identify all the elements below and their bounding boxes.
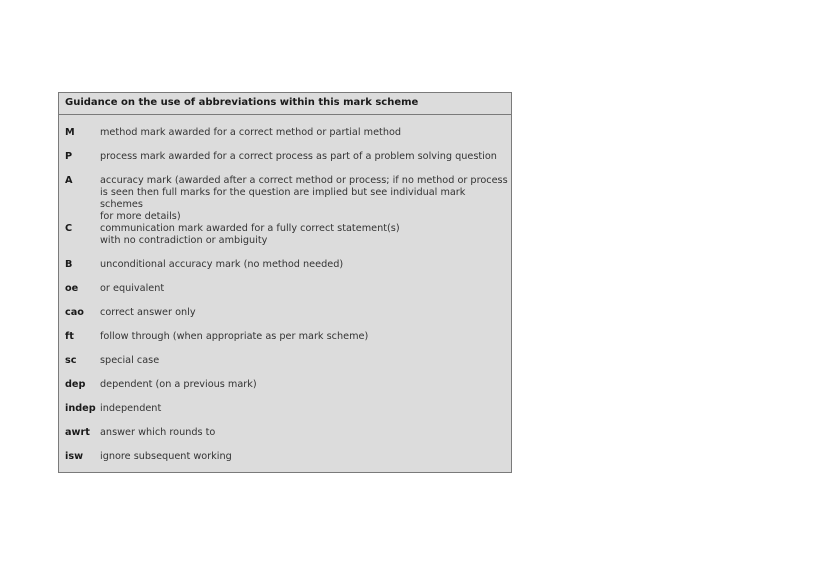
abbreviation-description: communication mark awarded for a fully correct statement(s) with no contradiction or ambiguity bbox=[100, 223, 400, 246]
abbreviation-row-p bbox=[59, 151, 511, 163]
abbreviation-description: method mark awarded for a correct method or partial method bbox=[100, 127, 402, 138]
abbreviation-description: accuracy mark (awarded after a correct method or process; if no method or process is seen then full marks for the question are implied but see individual mark schemes for more details) bbox=[100, 175, 508, 222]
abbreviation-row-a bbox=[59, 175, 511, 223]
abbreviation-row-b bbox=[59, 259, 511, 271]
abbreviation-code: indep bbox=[65, 403, 96, 414]
abbreviation-description: answer which rounds to bbox=[100, 427, 216, 438]
abbreviation-description: unconditional accuracy mark (no method needed) bbox=[100, 259, 344, 270]
abbreviation-code: M bbox=[65, 127, 75, 138]
abbreviation-code: oe bbox=[65, 283, 79, 294]
abbreviation-row-cao bbox=[59, 307, 511, 319]
abbreviation-row-ft bbox=[59, 331, 511, 343]
abbreviation-code: sc bbox=[65, 355, 77, 366]
abbreviation-row-sc bbox=[59, 355, 511, 367]
abbreviation-code: isw bbox=[65, 451, 84, 462]
abbreviation-description: process mark awarded for a correct process as part of a problem solving question bbox=[100, 151, 497, 162]
abbreviation-row-oe bbox=[59, 283, 511, 295]
abbreviation-description: dependent (on a previous mark) bbox=[100, 379, 257, 390]
abbreviation-row-m bbox=[59, 127, 511, 139]
abbreviation-description: independent bbox=[100, 403, 162, 414]
abbreviation-code: dep bbox=[65, 379, 86, 390]
abbreviation-description: correct answer only bbox=[100, 307, 196, 318]
abbreviation-code: P bbox=[65, 151, 73, 162]
abbreviation-code: C bbox=[65, 223, 73, 234]
abbreviation-row-isw bbox=[59, 451, 511, 463]
abbreviation-row-indep bbox=[59, 403, 511, 415]
abbreviation-description: special case bbox=[100, 355, 160, 366]
abbreviation-row-awrt bbox=[59, 427, 511, 439]
guidance-title: Guidance on the use of abbreviations within this mark scheme bbox=[59, 93, 511, 115]
abbreviation-description: follow through (when appropriate as per mark scheme) bbox=[100, 331, 369, 342]
abbreviation-code: cao bbox=[65, 307, 84, 318]
abbreviation-description: or equivalent bbox=[100, 283, 165, 294]
abbreviation-row-dep bbox=[59, 379, 511, 391]
abbreviation-row-c bbox=[59, 223, 511, 247]
abbreviation-code: awrt bbox=[65, 427, 90, 438]
abbreviations-guidance-box bbox=[58, 92, 512, 473]
abbreviation-code: A bbox=[65, 175, 73, 186]
abbreviation-description: ignore subsequent working bbox=[100, 451, 232, 462]
abbreviation-code: ft bbox=[65, 331, 74, 342]
abbreviation-code: B bbox=[65, 259, 73, 270]
